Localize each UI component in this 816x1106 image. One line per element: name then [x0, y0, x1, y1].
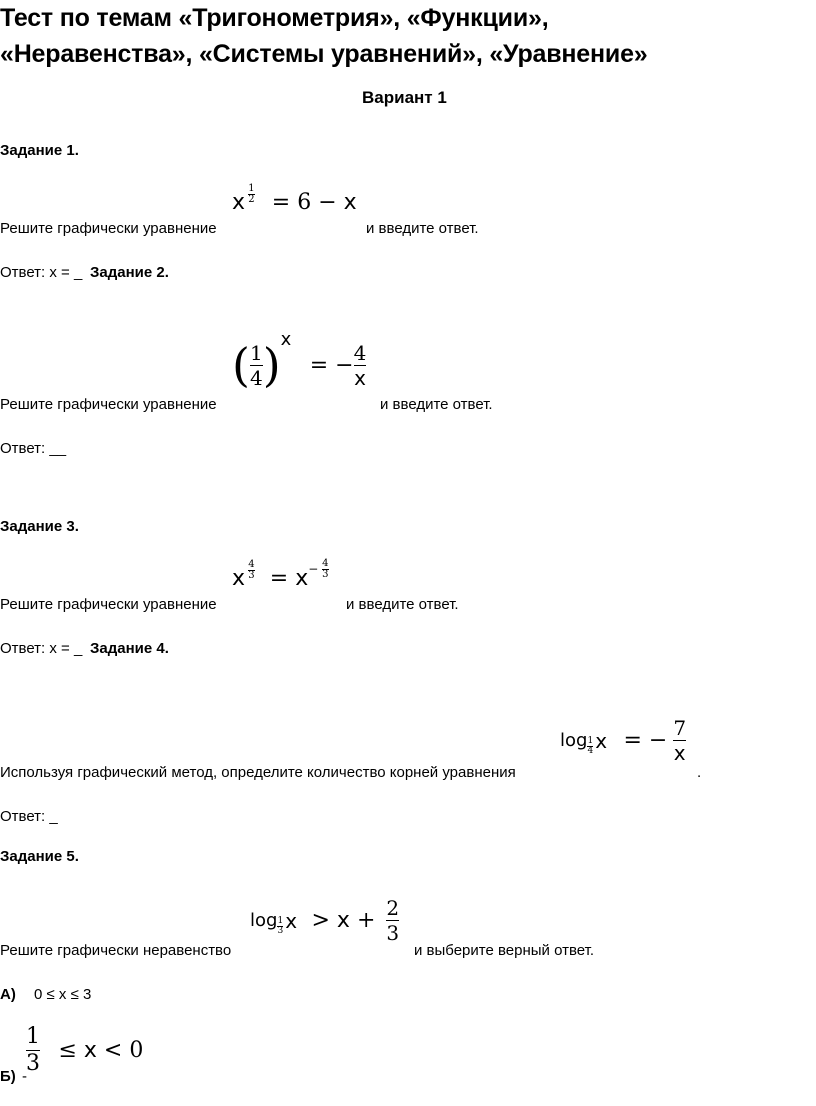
variant-heading: Вариант 1: [362, 88, 447, 107]
task2-heading: Задание 2.: [90, 264, 169, 281]
task4-text: Используя графический метод, определите количество корней уравнения: [0, 764, 516, 781]
task3-answer: Ответ: x = _: [0, 640, 83, 657]
option-a-label: А): [0, 986, 16, 1003]
option-b-text: -: [22, 1068, 27, 1085]
task4-text-after: .: [697, 764, 702, 781]
task4-heading: Задание 4.: [90, 640, 169, 657]
option-a-text: 0 ≤ x ≤ 3: [34, 986, 92, 1003]
doc-title-line2: «Неравенства», «Системы уравнений», «Уравнение»: [0, 40, 648, 68]
task3-equation: x $^{\frac{4}{3}}$ = $x^{- \frac{4}{3}}$: [232, 558, 329, 591]
doc-title-line1: Тест по темам «Тригонометрия», «Функции»,: [0, 4, 549, 32]
task5-heading: Задание 5.: [0, 848, 79, 865]
task5-text: Решите графически неравенство: [0, 942, 232, 959]
task4-equation: log $_{\frac{1}{4}}$ x = − $\frac{7}{x}$: [560, 716, 687, 765]
option-b-math: $\frac{1}{3}$ ≤ x < 0: [26, 1024, 144, 1076]
task1-equation: x $^{\frac{1}{2}}$ = 6 − x: [232, 183, 357, 215]
task3-text-after: и введите ответ.: [346, 596, 459, 613]
task1-answer: Ответ: x = _: [0, 264, 83, 281]
task5-text-after: и выберите верный ответ.: [414, 942, 594, 959]
option-b-label: Б): [0, 1068, 16, 1085]
task5-inequality: log $_{\frac{1}{3}}$ x > x + $\frac{2}{3}$: [250, 896, 400, 945]
task1-text-after: и введите ответ.: [366, 220, 479, 237]
task3-text: Решите графически уравнение: [0, 596, 217, 613]
task2-text: Решите графически уравнение: [0, 396, 217, 413]
task4-answer: Ответ: _: [0, 808, 58, 825]
task2-text-after: и введите ответ.: [380, 396, 493, 413]
task1-heading: Задание 1.: [0, 142, 79, 159]
task2-equation: ( $\frac{1}{4}$ )x = − $\frac{4}{x}$: [232, 329, 367, 392]
task3-heading: Задание 3.: [0, 518, 79, 535]
task2-answer: Ответ: __: [0, 440, 67, 457]
task1-text: Решите графически уравнение: [0, 220, 217, 237]
